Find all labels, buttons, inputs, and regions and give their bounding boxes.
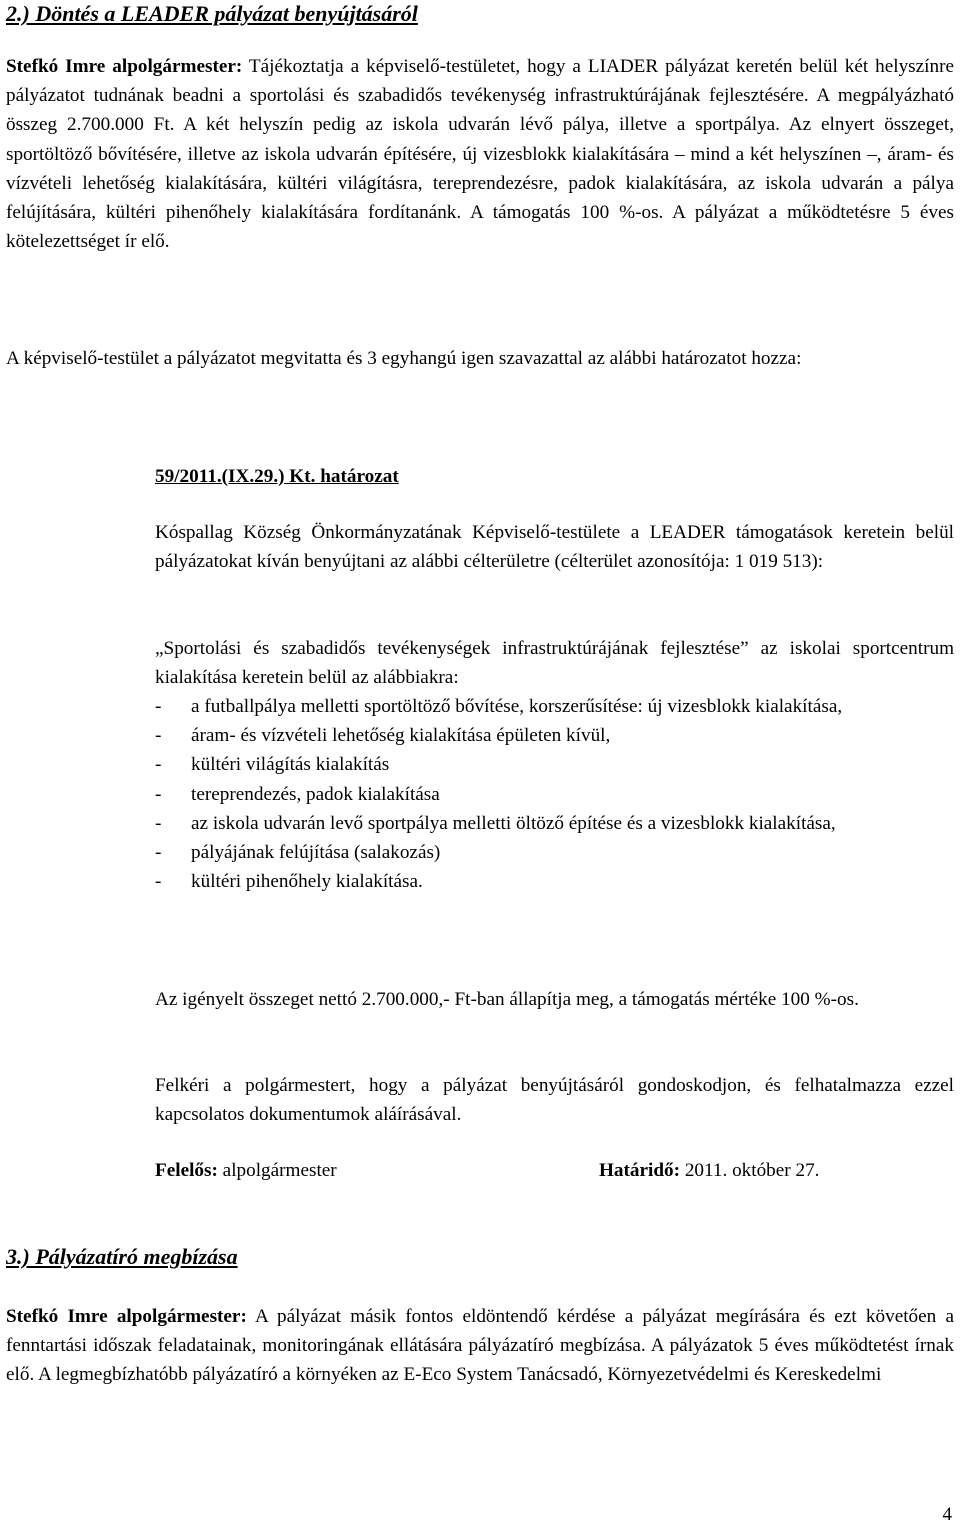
resolution-title: [155, 462, 399, 491]
list-dash: -: [155, 696, 162, 717]
speech-text: A pályázat másik fontos eldöntendő kérdése a pályázat megírására és ezt követően a fenntartási időszak feladatainak, monitoringának ellátására pályázatíró megbízása. A pályázatok 5 éves működtetést írnak elő. A legmegbízhatóbb pályázatíró a környéken az E-Eco System Tanácsadó, Környezetvédelmi és Kereskedelmi: [6, 1306, 954, 1386]
list-item-text: az iskola udvarán levő sportpálya melletti öltöző építése és a vizesblokk kialakítása,: [191, 812, 836, 834]
list-item-text: tereprendezés, padok kialakítása: [191, 783, 440, 805]
speech-text: Tájékoztatja a képviselő-testületet, hogy a LIADER pályázat keretén belül két helyszínre pályázatot tudnának beadni a sportolási és szabadidős tevékenység infrastruktúrájának fejlesztésére. A megpályázható összeg 2.700.000 Ft. A két helyszín pedig az iskola udvarán lévő pálya, illetve a sportpálya. Az elnyert összeget, sportöltöző bővítésére, illetve az iskola udvarán építésére, új vizesblokk kialakítására – mind a két helyszínen –, áram- és vízvételi lehetőség kialakítására, kültéri világításra, tereprendezésre, padok kialakítására, az iskola udvarán a pálya felújítására, kültéri pihenőhely kialakítására fordítanánk. A támogatás 100 %-os. A pályázat a működtetésre 5 éves kötelezettséget ír elő.: [6, 56, 954, 253]
resolution-intro: Kóspallag Község Önkormányzatának Képviselő-testülete a LEADER támogatások keretein belül pályázatokat kíván benyújtani az alábbi célterületre (célterület azonosítója: 1 019 513):: [155, 522, 954, 573]
list-item: [155, 838, 954, 867]
list-item-text: kültéri pihenőhely kialakítása.: [191, 871, 423, 893]
resolution-items-list: [155, 692, 954, 896]
section-2-title: 2.) Döntés a LEADER pályázat benyújtásáról: [6, 1, 418, 26]
list-item: [155, 809, 954, 838]
deadline-field: [599, 1156, 819, 1185]
list-item-text: áram- és vízvételi lehetőség kialakítása épületen kívül,: [191, 725, 611, 747]
deadline-label: Határidő:: [599, 1160, 681, 1181]
responsible-label: Felelős:: [155, 1160, 218, 1181]
amount-paragraph: Az igényelt összeget nettó 2.700.000,- Ft-ban állapítja meg, a támogatás mértéke 100 %-os.: [155, 989, 859, 1010]
list-dash: -: [155, 871, 162, 893]
list-item: [155, 721, 954, 750]
resolution-word: határozat: [315, 466, 399, 487]
vote-paragraph: A képviselő-testület a pályázatot megvitatta és 3 egyhangú igen szavazattal az alábbi határozatot hozza:: [6, 348, 802, 369]
list-item: [155, 780, 954, 809]
responsible-value: alpolgármester: [217, 1160, 337, 1181]
list-dash: -: [155, 812, 162, 834]
list-item-text: a futballpálya melletti sportöltöző bővítése, korszerűsítése: új vizesblokk kialakítása,: [191, 696, 843, 717]
list-item: [155, 750, 954, 779]
list-item: [155, 867, 954, 896]
page-number: 4: [942, 1504, 952, 1525]
list-dash: -: [155, 754, 162, 776]
request-paragraph: Felkéri a polgármestert, hogy a pályázat benyújtásáról gondoskodjon, és felhatalmazza ezzel kapcsolatos dokumentumok aláírásával.: [155, 1075, 954, 1126]
section-3-title: 3.) Pályázatíró megbízása: [6, 1244, 238, 1269]
speaker-name: Stefkó Imre alpolgármester:: [6, 1306, 247, 1327]
list-dash: -: [155, 783, 162, 805]
list-dash: -: [155, 842, 162, 864]
speaker-name: Stefkó Imre alpolgármester:: [6, 56, 243, 77]
list-item: [155, 692, 954, 721]
speaker-paragraph-2: [6, 1302, 954, 1390]
resolution-number: 59/2011.(IX.29.) Kt.: [155, 466, 316, 487]
speaker-paragraph: [6, 52, 954, 256]
list-dash: -: [155, 725, 162, 747]
list-item-text: kültéri világítás kialakítás: [191, 754, 390, 776]
list-item-text: pályájának felújítása (salakozás): [191, 842, 441, 864]
deadline-value: 2011. október 27.: [680, 1160, 820, 1181]
resolution-quote: „Sportolási és szabadidős tevékenységek infrastruktúrájának fejlesztése” az iskolai sportcentrum kialakítása keretein belül az alábbiakra:: [155, 638, 954, 689]
responsible-field: [155, 1156, 337, 1185]
